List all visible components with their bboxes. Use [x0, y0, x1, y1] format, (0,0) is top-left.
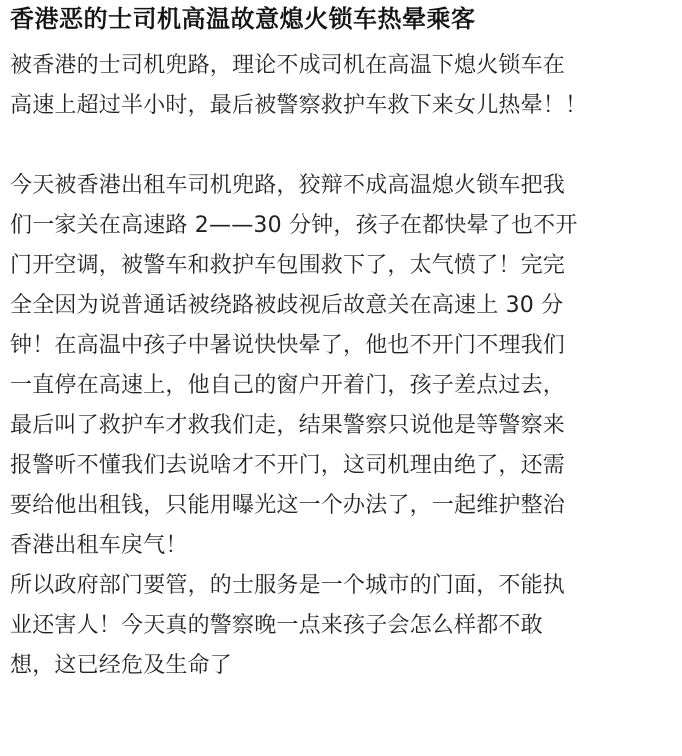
paragraph-line: 要给他出租钱，只能用曝光这一个办法了，一起维护整治: [10, 493, 566, 518]
paragraph-line: 香港出租车戾气！: [10, 533, 188, 558]
post-body: [10, 0, 676, 686]
paragraph-line: 最后叫了救护车才救我们走，结果警察只说他是等警察来: [10, 413, 566, 438]
paragraph-2: [10, 166, 676, 566]
paragraph-line: 业还害人！今天真的警察晚一点来孩子会怎么样都不敢: [10, 613, 543, 638]
paragraph-line: 一直停在高速上，他自己的窗户开着门，孩子差点过去，: [10, 373, 566, 398]
paragraph-line: 高速上超过半小时，最后被警察救护车救下来女儿热晕！！: [10, 93, 588, 118]
paragraph-3: [10, 566, 676, 686]
paragraph-line: 想，这已经危及生命了: [10, 653, 233, 678]
paragraph-line: 钟！在高温中孩子中暑说快快晕了，他也不开门不理我们: [10, 333, 566, 358]
paragraph-line: 今天被香港出租车司机兜路，狡辩不成高温熄火锁车把我: [10, 173, 566, 198]
paragraph-line: 们一家关在高速路 2——30 分钟，孩子在都快晕了也不开: [10, 213, 578, 238]
paragraph-line: 所以政府部门要管，的士服务是一个城市的门面，不能执: [10, 573, 566, 598]
paragraph-line: 报警听不懂我们去说啥才不开门，这司机理由绝了，还需: [10, 453, 566, 478]
paragraph-1: [10, 46, 676, 126]
paragraph-line: 被香港的士司机兜路，理论不成司机在高温下熄火锁车在: [10, 53, 566, 78]
paragraph-line: 门开空调，被警车和救护车包围救下了，太气愤了！完完: [10, 253, 566, 278]
post-title: 香港恶的士司机高温故意熄火锁车热晕乘客: [10, 5, 476, 33]
paragraph-line: 全全因为说普通话被绕路被歧视后故意关在高速上 30 分: [10, 293, 564, 318]
